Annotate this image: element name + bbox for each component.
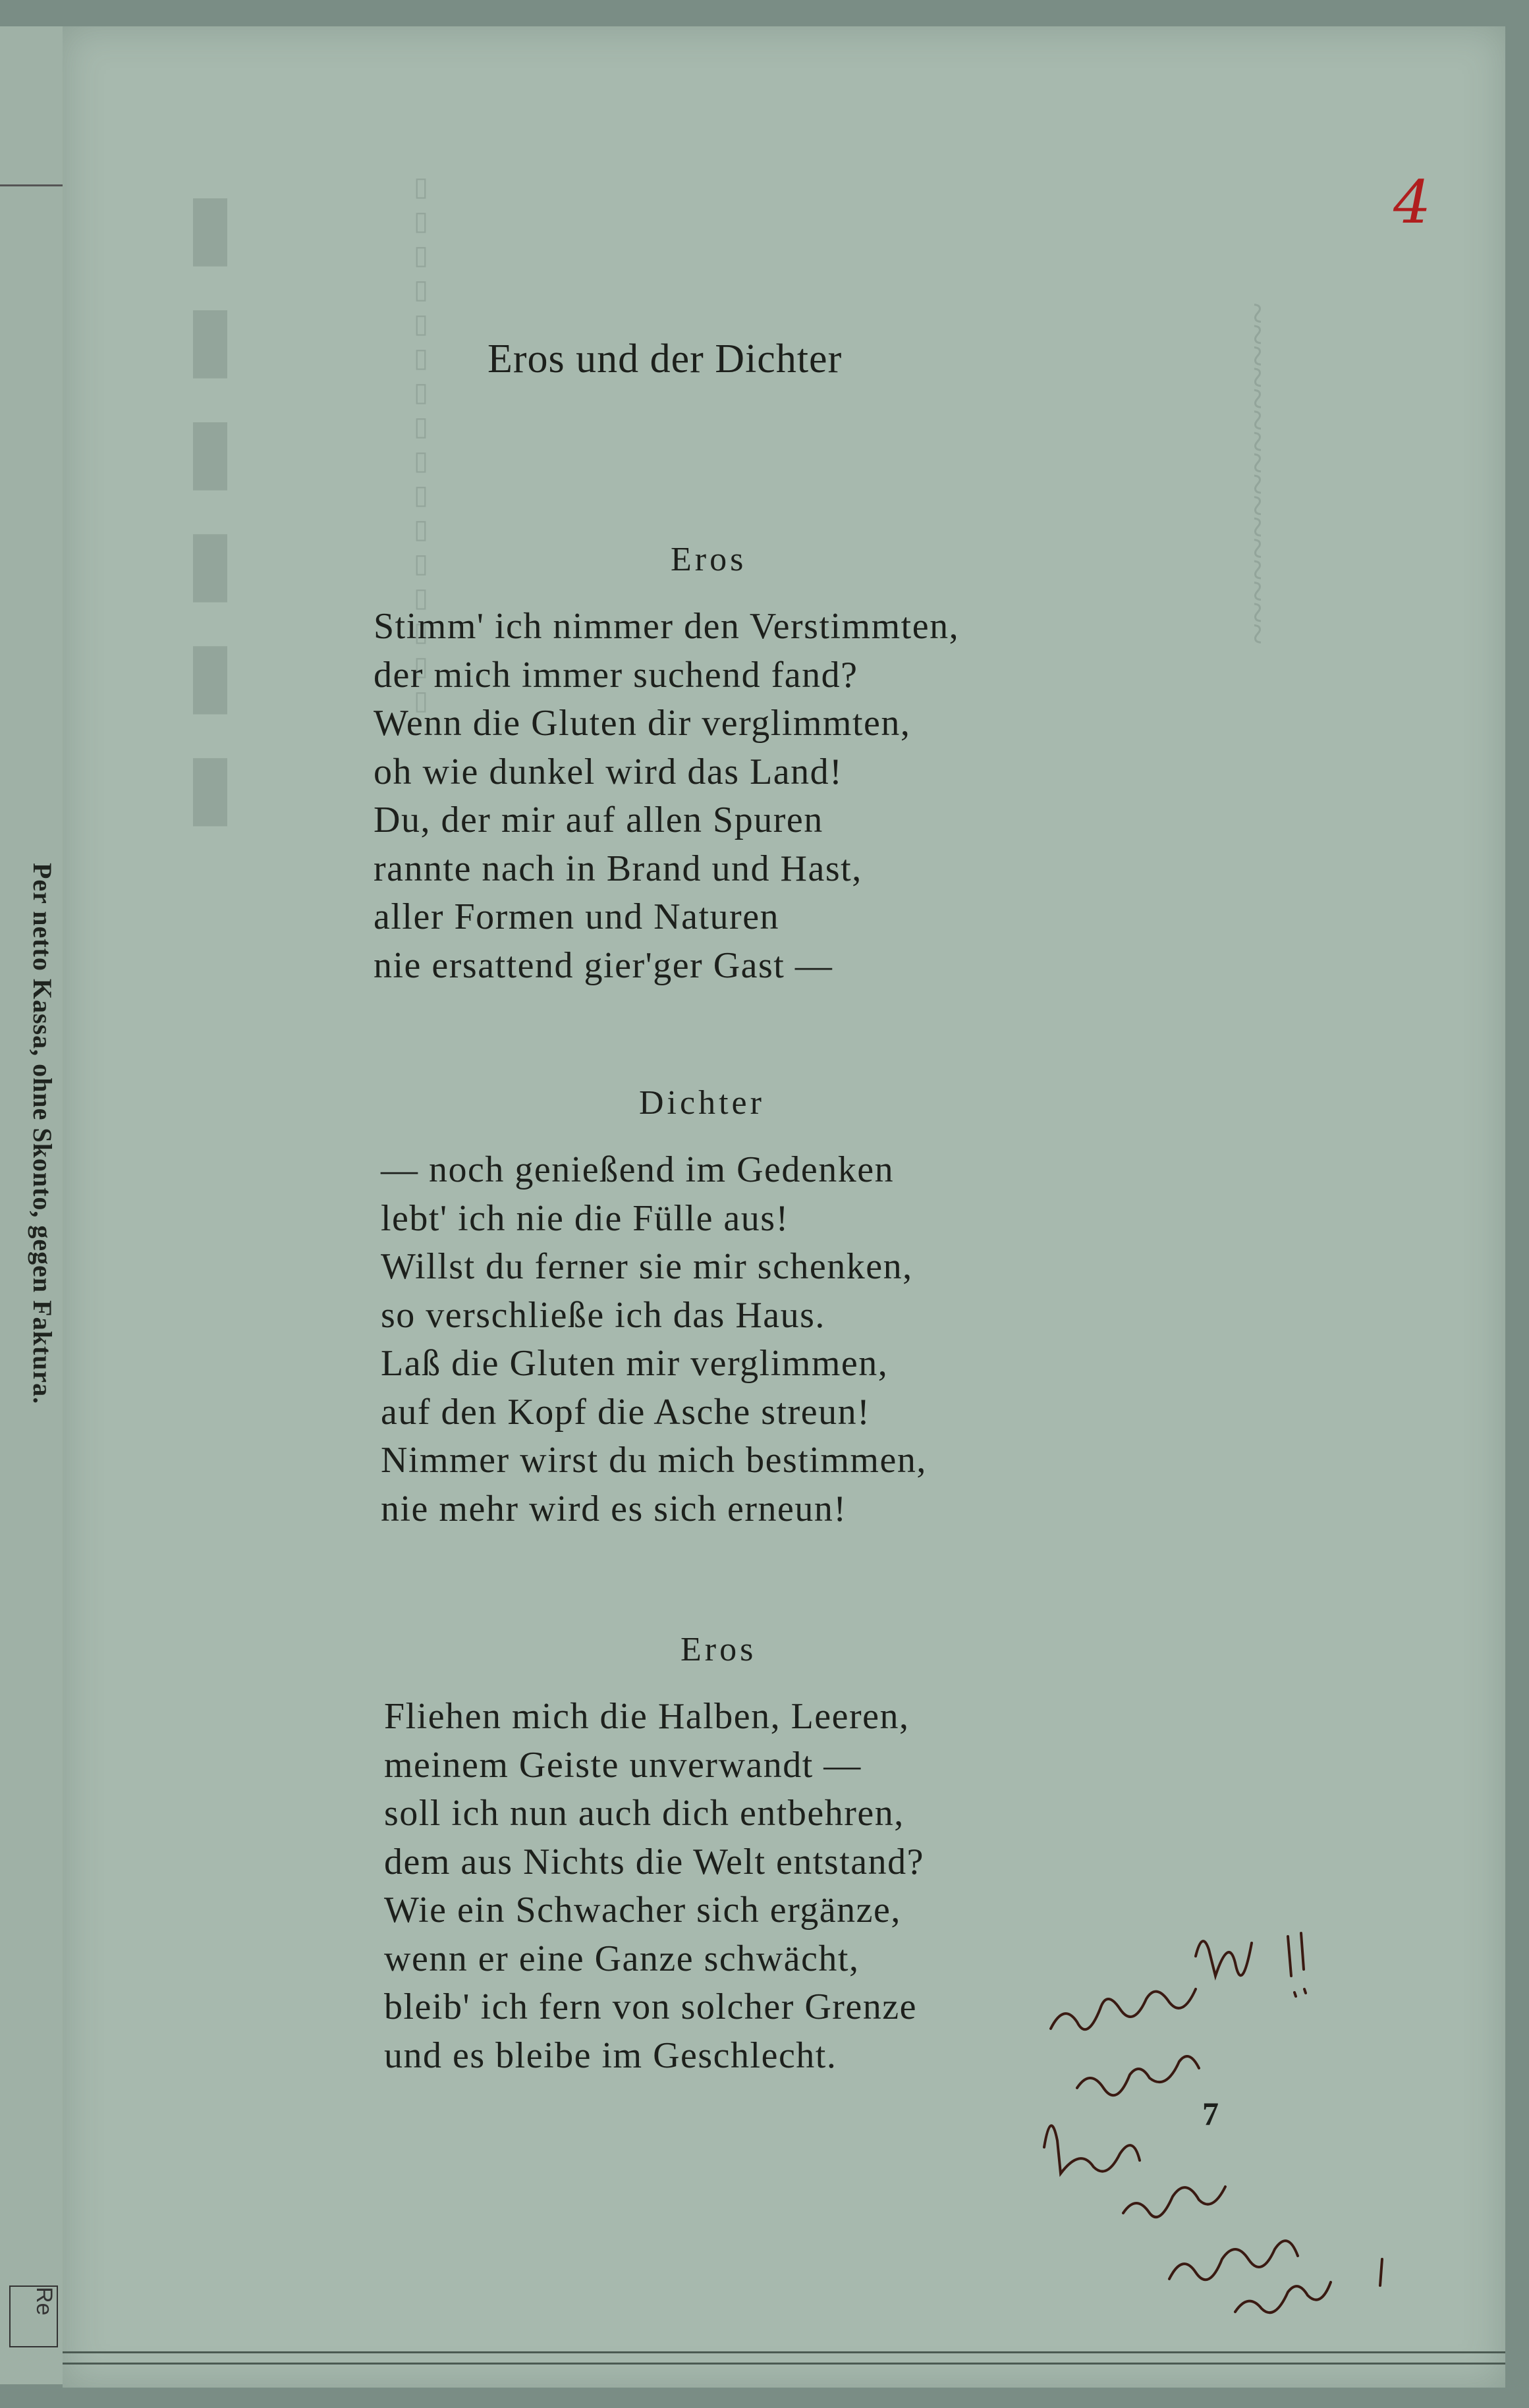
poem-line: bleib' ich fern von solcher Grenze [384, 1986, 917, 2027]
stanza-3 [384, 1693, 924, 2080]
poem-line: der mich immer suchend fand? [374, 654, 858, 696]
poem-line: oh wie dunkel wird das Land! [374, 751, 843, 792]
poem-line: nie mehr wird es sich erneun! [381, 1488, 847, 1529]
poem-line: aller Formen und Naturen [374, 896, 780, 937]
poem-line: Du, der mir auf allen Spuren [374, 800, 823, 840]
stanza-speaker-1: Eros [671, 541, 747, 578]
handwritten-folio-number: 4 [1393, 168, 1432, 237]
stanza-speaker-3: Eros [681, 1631, 757, 1668]
bleed-through-stamp: ▮▮▮▮▮▮ [164, 178, 259, 850]
strip-corner-label: Re [9, 2285, 58, 2347]
poem-line: Nimmer wirst du mich bestimmen, [381, 1440, 927, 1481]
poem-line: dem aus Nichts die Welt entstand? [384, 1841, 924, 1882]
bleed-through-letterhead: ▯▯▯▯▯▯▯▯▯▯▯▯▯▯▯▯ [406, 171, 435, 719]
adjacent-page-strip [0, 26, 65, 2384]
stanza-2 [381, 1146, 927, 1533]
stanza-1 [374, 603, 959, 990]
poem-line: Laß die Gluten mir verglimmen, [381, 1343, 889, 1384]
poem-block [306, 336, 1163, 2076]
poem-line: Willst du ferner sie mir schenken, [381, 1246, 913, 1287]
poem-line: meinem Geiste unverwandt — [384, 1744, 862, 1786]
poem-line: lebt' ich nie die Fülle aus! [381, 1197, 789, 1239]
poem-line: Wie ein Schwacher sich ergänze, [384, 1890, 901, 1930]
page-bottom-rule [63, 2351, 1505, 2365]
poem-line: auf den Kopf die Asche streun! [381, 1391, 871, 1433]
stanza-speaker-2: Dichter [639, 1084, 765, 1122]
invoice-terms-text: Per netto Kassa, ohne Skonto, gegen Faktura. [28, 863, 57, 1405]
poem-line: und es bleibe im Geschlecht. [384, 2035, 837, 2076]
strip-rule [0, 184, 63, 186]
poem-line: nie ersattend gier'ger Gast — [374, 944, 833, 986]
document-page [63, 26, 1505, 2388]
bleed-through-handwriting: ~~~~~~~~~~~~~~~~ [1236, 303, 1279, 645]
poem-line: soll ich nun auch dich entbehren, [384, 1793, 904, 1834]
poem-line: so verschließe ich das Haus. [381, 1294, 825, 1336]
poem-title: Eros und der Dichter [487, 337, 843, 381]
poem-line: wenn er eine Ganze schwächt, [384, 1938, 860, 1979]
poem-line: Wenn die Gluten dir verglimmten, [374, 703, 911, 744]
poem-line: — noch genießend im Gedenken [381, 1149, 895, 1190]
handwritten-annotation [1038, 1857, 1433, 2332]
page-number: 7 [1202, 2095, 1219, 2132]
poem-line: rannte nach in Brand und Hast, [374, 848, 862, 889]
poem-line: Fliehen mich die Halben, Leeren, [384, 1696, 910, 1737]
poem-line: Stimm' ich nimmer den Verstimmten, [374, 606, 960, 647]
